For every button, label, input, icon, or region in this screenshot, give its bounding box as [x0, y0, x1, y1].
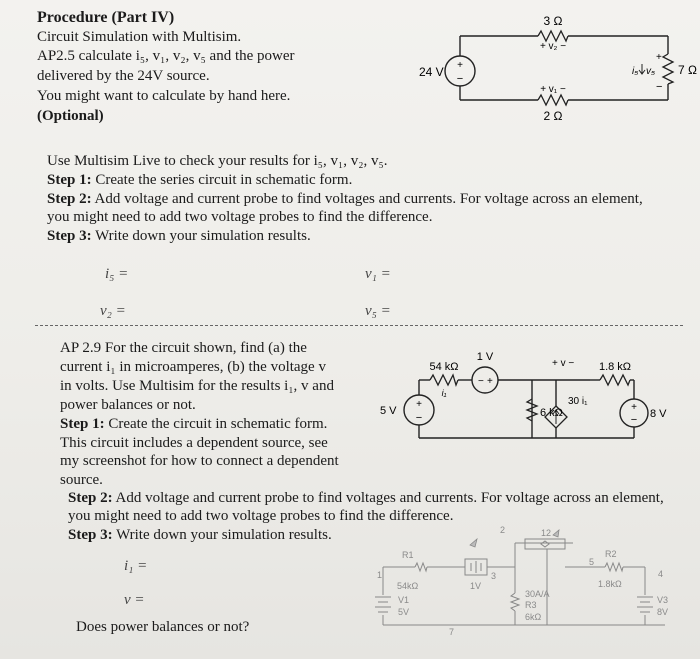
r1-label: R1 — [402, 550, 414, 560]
dep-source-1v-label: 1 V — [476, 351, 494, 363]
resistor-54k-label: 54 kΩ — [429, 361, 459, 373]
i5-label: i₅ — [632, 66, 639, 77]
diamond-icon — [541, 541, 549, 547]
node-label: 1 — [377, 570, 383, 580]
node-label: 12 — [541, 528, 552, 538]
text-line: AP 2.9 For the circuit shown, find (a) the — [60, 340, 307, 356]
resistor-7ohm-label: 7 Ω — [678, 63, 697, 77]
resistor-3ohm-label: 3 Ω — [543, 14, 563, 28]
step-label: Step 1: — [47, 172, 92, 188]
v-polarity-label: + v − — [552, 358, 575, 369]
text-line: power balances or not. — [60, 397, 196, 413]
probe-icon — [553, 530, 559, 537]
r1-value: 54kΩ — [397, 581, 419, 591]
node-label: 2 — [500, 525, 506, 535]
step-label: Step 1: — [60, 416, 105, 432]
i1-label: i₁ — [441, 388, 447, 398]
v1-label: V1 — [398, 595, 410, 605]
text-line: Circuit Simulation with Multisim. — [37, 29, 242, 45]
svg-text:−: − — [630, 414, 638, 426]
step-2 — [47, 190, 643, 209]
step-3 — [47, 227, 311, 246]
node-label: 5 — [589, 557, 595, 567]
v3-value: 8V — [657, 607, 669, 617]
r2-value: 1.8kΩ — [598, 579, 622, 589]
text-line: delivered by the 24V source. — [37, 68, 210, 84]
step-2-cont: you might need to add two voltage probes to find the difference. — [68, 508, 454, 524]
result-i5: i₅ = — [105, 266, 129, 282]
step-1 — [47, 171, 352, 190]
node-label: 4 — [658, 569, 664, 579]
resistor-2ohm-label: 2 Ω — [543, 109, 563, 123]
resistor-icon — [415, 563, 427, 571]
resistor-icon — [605, 563, 623, 571]
svg-text:−: − — [415, 412, 423, 424]
v2-polarity-label: + v₂ − — [539, 41, 567, 52]
svg-text:+: + — [631, 402, 637, 413]
step-text: Write down your simulation results. — [95, 228, 311, 244]
resistor-icon — [538, 95, 568, 105]
svg-text:−: − — [456, 73, 464, 85]
text-line: my screenshot for how to connect a dependent — [60, 453, 339, 469]
step-text: Create the series circuit in schematic form. — [95, 172, 353, 188]
step-text: Add voltage and current probe to find voltages and currents. For voltage across an element, — [115, 490, 664, 506]
dependent-source-circuit-diagram — [372, 344, 690, 444]
step-text: Create the circuit in schematic form. — [108, 416, 328, 432]
section-divider — [35, 325, 683, 326]
v3-label: V3 — [657, 595, 669, 605]
result-v2: v₂ = — [100, 303, 126, 319]
source-24v-label: 24 V — [419, 65, 444, 79]
probe-icon — [470, 539, 477, 547]
step-2-cont: you might need to add two voltage probes to find the difference. — [47, 209, 433, 225]
svg-text:+: + — [416, 399, 422, 410]
svg-text:−: − — [656, 81, 663, 93]
node-label: 3 — [491, 571, 497, 581]
text-line: (Optional) — [37, 108, 104, 124]
r3-label: R3 — [525, 600, 537, 610]
svg-text:+: + — [457, 60, 463, 71]
step-2 — [68, 489, 664, 508]
text-line: This circuit includes a dependent source, see — [60, 435, 328, 451]
multisim-schematic-screenshot — [365, 525, 685, 640]
step-text: Add voltage and current probe to find voltages and currents. For voltage across an element, — [94, 191, 643, 207]
svg-text:+: + — [656, 52, 662, 63]
source-8v-label: 8 V — [650, 408, 667, 420]
v1-value: 5V — [398, 607, 410, 617]
page-title: Procedure (Part IV) — [37, 9, 175, 26]
text-line: in volts. Use Multisim for the results i₁, v and — [60, 378, 334, 394]
cccs-value: 30A/A — [525, 589, 550, 599]
text-line: AP2.5 calculate i₅, v₁, v₂, v₅ and the power — [37, 48, 295, 64]
resistor-1-8k-label: 1.8 kΩ — [598, 361, 632, 373]
arrow-down-icon — [639, 64, 645, 74]
svg-text:+: + — [487, 376, 493, 387]
result-v5: v₅ = — [365, 303, 391, 319]
text-line: source. — [60, 472, 103, 488]
step-3 — [68, 526, 332, 545]
resistor-icon — [663, 54, 673, 84]
step-label: Step 2: — [47, 191, 92, 207]
resistor-icon — [538, 31, 568, 41]
step-label: Step 2: — [68, 490, 113, 506]
text-line: You might want to calculate by hand here. — [37, 88, 291, 104]
resistor-icon — [511, 593, 519, 611]
step-text: Write down your simulation results. — [116, 527, 332, 543]
step-1 — [60, 415, 327, 434]
result-v1: v₁ = — [365, 266, 391, 282]
v5-label: v₅ — [646, 66, 656, 77]
resistor-icon — [430, 375, 458, 385]
series-circuit-diagram — [410, 8, 695, 128]
r2-label: R2 — [605, 549, 617, 559]
svg-text:−: − — [478, 376, 484, 387]
resistor-6k-label: 6 kΩ — [540, 407, 563, 419]
instruction-line: Use Multisim Live to check your results for i₅, v₁, v₂, v₅. — [47, 153, 388, 169]
step-label: Step 3: — [47, 228, 92, 244]
dependent-voltage-source-icon — [472, 367, 498, 393]
node-label: 7 — [449, 627, 455, 637]
result-i1: i₁ = — [124, 558, 148, 574]
cccs-label: 30 i₁ — [568, 396, 588, 407]
power-balance-question: Does power balances or not? — [76, 619, 250, 635]
source-5v-label: 5 V — [380, 405, 397, 417]
result-v: v = — [124, 592, 145, 608]
step-label: Step 3: — [68, 527, 113, 543]
v1-polarity-label: + v₁ − — [540, 84, 566, 95]
text-line: current i₁ in microamperes, (b) the voltage v — [60, 359, 326, 375]
dep-source-value: 1V — [470, 581, 482, 591]
r3-value: 6kΩ — [525, 612, 542, 622]
resistor-icon — [600, 375, 630, 385]
